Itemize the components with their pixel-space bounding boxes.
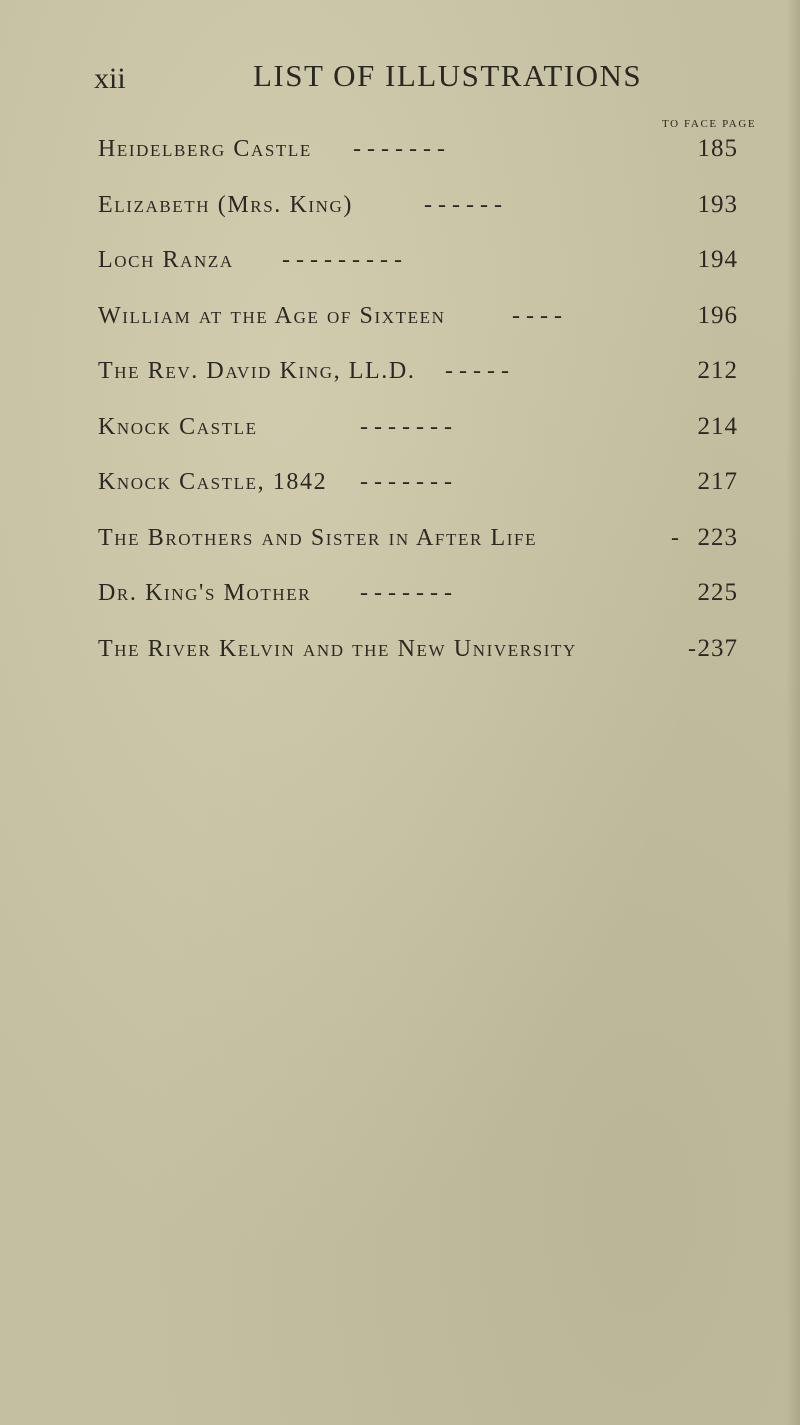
- illustration-title: Dr. King's Mother: [98, 580, 312, 606]
- list-item: [98, 521, 738, 577]
- dot-leader: - - - - - - -: [360, 469, 452, 495]
- illustration-page: 185: [697, 135, 738, 162]
- illustration-title: Loch Ranza: [98, 247, 234, 273]
- list-item: [98, 132, 738, 188]
- illustration-page: 217: [697, 468, 738, 495]
- illustration-page: 237: [697, 634, 738, 662]
- illustration-title: The Rev. David King, LL.D.: [98, 358, 416, 384]
- illustration-page: 194: [697, 246, 738, 273]
- dot-leader: - - - - - - -: [360, 413, 452, 440]
- illustration-title: Knock Castle: [98, 413, 258, 440]
- illustration-page: 225: [697, 579, 738, 606]
- running-head: LIST OF ILLUSTRATIONS: [253, 58, 643, 93]
- list-item: [98, 632, 738, 688]
- illustration-page: 212: [697, 357, 738, 384]
- illustration-title: Knock Castle, 1842: [98, 469, 328, 495]
- dot-leader: -: [671, 524, 679, 551]
- illustration-title: Elizabeth (Mrs. King): [98, 191, 354, 218]
- illustration-page: 196: [697, 301, 738, 329]
- list-item: [98, 243, 738, 299]
- dot-leader: - - - - - - -: [353, 136, 445, 162]
- dot-leader: - - - - - - - - -: [282, 247, 402, 273]
- dot-leader: - - - - - -: [424, 191, 502, 218]
- illustration-title: The Brothers and Sister in After Life: [98, 524, 538, 551]
- dot-leader: -: [688, 635, 696, 662]
- list-item: [98, 576, 738, 632]
- illustration-page: 223: [697, 523, 738, 551]
- column-heading: TO FACE PAGE: [662, 118, 757, 130]
- page-header: [0, 58, 800, 98]
- dot-leader: - - - -: [512, 302, 562, 329]
- page-edge-shadow: [786, 0, 800, 1425]
- illustration-page: 214: [697, 412, 738, 440]
- dot-leader: - - - - - - -: [360, 580, 452, 606]
- illustrations-list: [98, 132, 738, 687]
- list-item: [98, 188, 738, 244]
- illustration-title: Heidelberg Castle: [98, 136, 312, 162]
- illustration-page: 193: [697, 190, 738, 218]
- list-item: [98, 354, 738, 410]
- list-item: [98, 465, 738, 521]
- dot-leader: - - - - -: [445, 358, 509, 384]
- page-number-folio: xii: [94, 62, 126, 95]
- list-item: [98, 299, 738, 355]
- list-item: [98, 410, 738, 466]
- illustration-title: William at the Age of Sixteen: [98, 302, 446, 329]
- illustration-title: The River Kelvin and the New University: [98, 635, 577, 662]
